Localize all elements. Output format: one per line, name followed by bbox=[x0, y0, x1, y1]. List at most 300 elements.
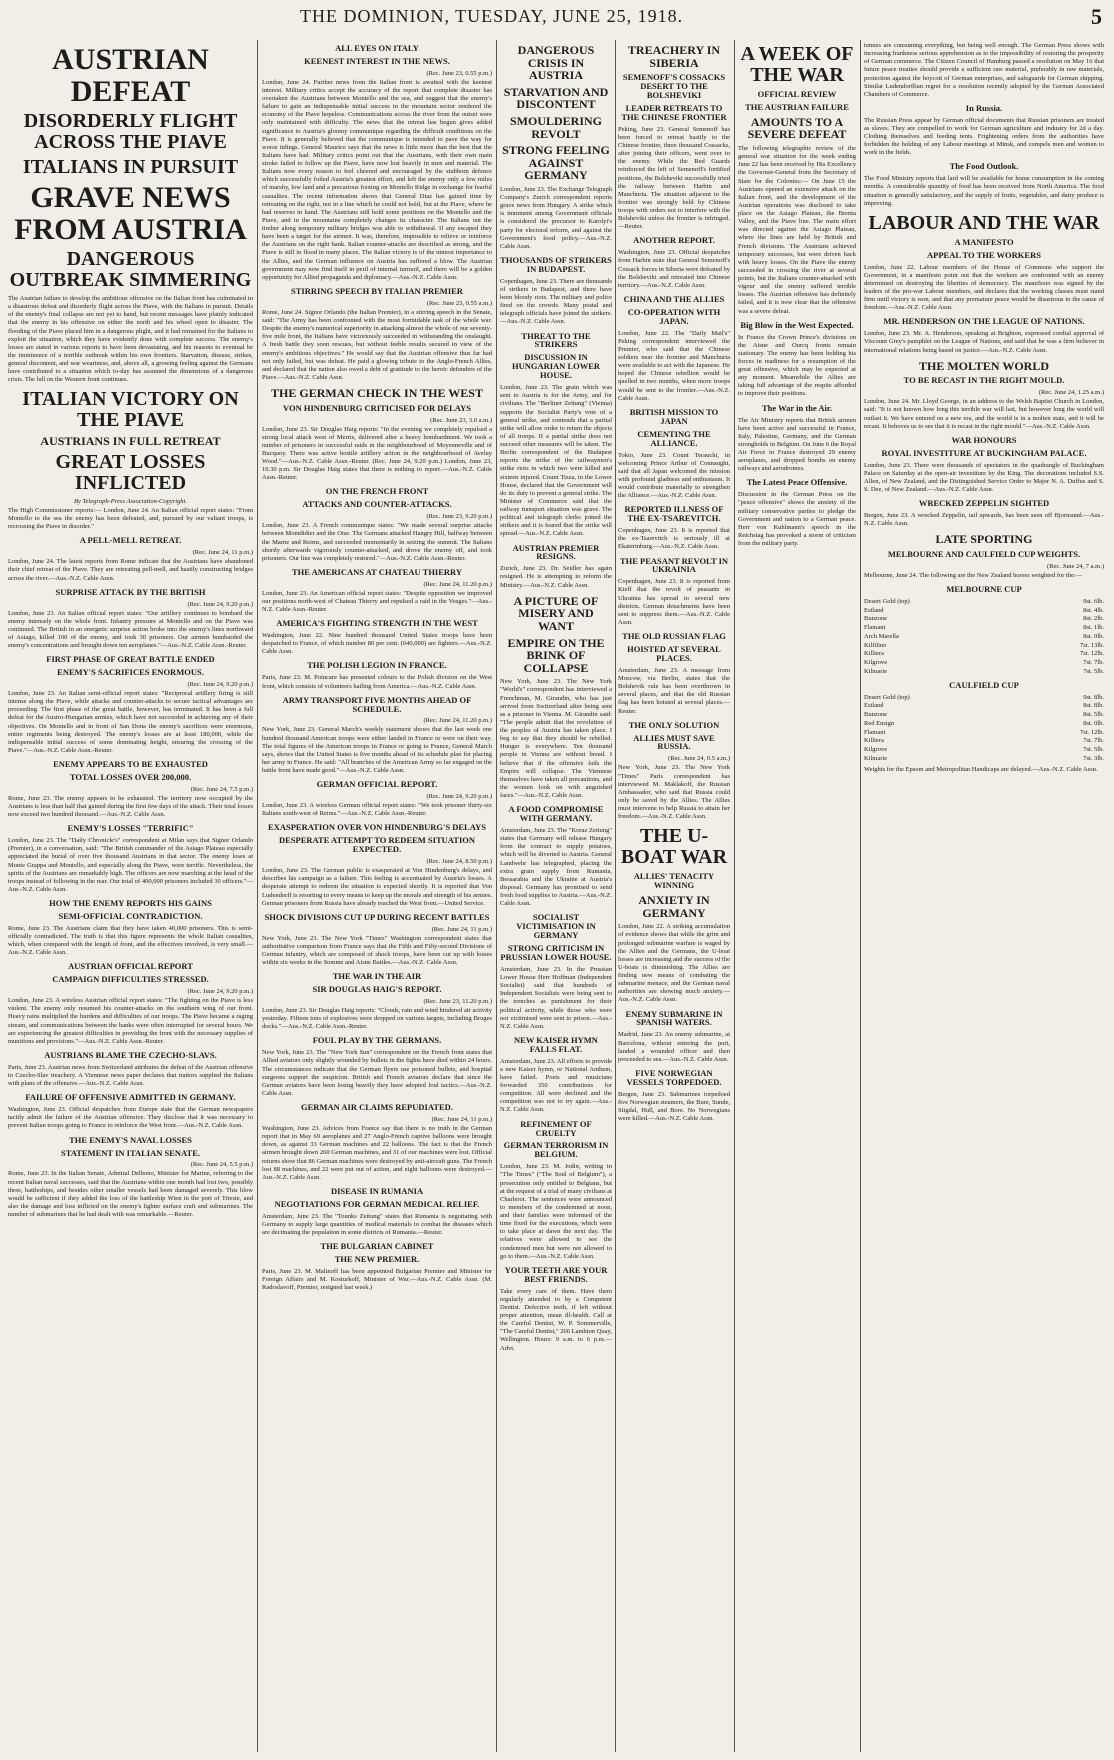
article-body: London, June 23. An Italian semi-official report states: "Reciprocal artillery firing is still intense along the Piave, while attacks and counter-attacks to secure tactical advantages are proceeding. The first phase of the great battle, however, has terminated. It has been a full defeat for the Austro-Hungarian armies, which have not succeeded in achieving any of their objectives. On Montello and in front of San Dona the enemy's sacrifices were enormous, entire regiments being destroyed. The enemy's losses are at least 180,000, while the indispensable initial success of some dominating height, ensuring the crossing of the Piave."—Aus.-N.Z. Cable Assn.-Reuter. bbox=[8, 690, 253, 754]
article-body: New York, June 23. The New York "World's" correspondent has interviewed a Frenchman, M. Girandin, who has just arrived from Switzerland after being sent as a prisoner in Vienna. M. Girandin said: "The people admit that the revolution of the peoples of Austria has taken place. I beg to say that they should be rebelled. Hunger is everywhere. Ten thousand people in Vienna are without bread. I believe that if the offensive fails the Empire will collapse. The Viennese themselves have taken all precautions, and the women look on with anguished faces."—Aus.-N.Z. Cable Assn. bbox=[500, 678, 612, 800]
article bbox=[864, 162, 1104, 207]
article bbox=[262, 780, 492, 818]
headline: DISCUSSION IN HUNGARIAN LOWER HOUSE. bbox=[511, 352, 601, 381]
article bbox=[738, 321, 856, 399]
article-body: Paris, June 23. M. Poincare has presented colours to the Polish division on the West front, which consists of volunteers hailing from America.—Aus.-N.Z. Cable Assn. bbox=[262, 674, 492, 690]
article bbox=[500, 86, 612, 111]
headline: TO BE RECAST IN THE RIGHT MOULD. bbox=[903, 375, 1065, 386]
article bbox=[8, 975, 253, 1046]
headline: SMOULDERING REVOLT bbox=[509, 113, 602, 141]
headline: THE POLISH LEGION IN FRANCE. bbox=[307, 660, 447, 671]
article bbox=[618, 632, 730, 641]
article-body: Take every care of them. Have them regularly attended to by a Competent Dentist. Defective teeth, if left without proper attention, mean ill-health. Call at the Careful Dentist, W. P. Sommerville, "The Careful Dentist," 266 Lambton Quay, Wellington. Hours: 9 a.m. to 6 p.m.—Advt. bbox=[500, 1287, 612, 1352]
article-body: The Air Ministry reports that British airmen have been active and successful in France, Italy, Palestine, Germany, and the German strongholds in Belgium. On June 6 the Royal Air Force in France destroyed 29 enemy aeroplanes, and dropped bombs on enemy railways and aerodromes. bbox=[738, 416, 856, 473]
article bbox=[8, 824, 253, 894]
headline: HOISTED AT SEVERAL PLACES. bbox=[627, 644, 721, 663]
article-body: The following telegraphic review of the general war situation for the week ending June 22 has been received by His Excellency the Governor-General from the Secretary of State for the Colonies:— On June 15 the Austrians opened an extensive attack on the Italian front, and the development of the Austrian operations was disclosed to take place on the Asiago Plateau, the Brenta Valley, and the Piave line. The main effort was directed against the Asiago Plateau, where the lines are held by British and French divisions. The Austrians achieved temporary successes, but were driven back with heavy losses. On the Piave the enemy succeeded in crossing the river at several points, but the Italians counter-attacked with vigour and the enemy suffered terrible losses. The Austrian offensive has definitely failed, and it is now clear that the offensive was a severe defeat. bbox=[738, 145, 856, 315]
headline: DANGEROUS OUTBREAK SIMMERING bbox=[9, 248, 252, 291]
dateline: (Rec. June 24, 0.5 a.m.) bbox=[668, 755, 730, 763]
horse-name: Arch Marella bbox=[864, 632, 899, 640]
article-body: Weights for the Epsom and Metropolitan Handicaps are delayed.—Aus.-N.Z. Cable Assn. bbox=[864, 765, 1098, 773]
headline: FOUL PLAY BY THE GERMANS. bbox=[312, 1035, 442, 1046]
column-6 bbox=[864, 40, 1104, 1752]
article bbox=[500, 353, 612, 538]
horse-weight: 8st. 0lb. bbox=[1083, 632, 1104, 640]
article-body: Bergen, June 23. Submarines torpedoed five Norwegian steamers, the Bure, Sunde, Stigdal, Hull, and Bore. No Norwegians were killed.—Aus.-N.Z. Cable Assn. bbox=[618, 1090, 730, 1123]
horse-name: Flamant bbox=[864, 728, 886, 736]
headline: AUSTRIAN DEFEAT bbox=[52, 43, 209, 108]
article-body: In France the Crown Prince's divisions on the Aisne and Ourcq fronts remain stationary. The enemy has been holding his forces in readiness for a resumption of the great offensive, which may be expected at any moment. Meanwhile the Allies are taking full advantage of the respite afforded to improve their positions. bbox=[738, 333, 856, 398]
article bbox=[500, 332, 612, 350]
article bbox=[8, 1051, 253, 1088]
article bbox=[618, 645, 730, 716]
table-row bbox=[864, 633, 1104, 642]
article bbox=[262, 1242, 492, 1251]
article bbox=[618, 505, 730, 551]
headline: NEW KAISER HYMN FALLS FLAT. bbox=[514, 1034, 598, 1054]
article bbox=[500, 44, 612, 82]
headline: The War in the Air. bbox=[762, 402, 832, 413]
headline: ENEMY SUBMARINE IN SPANISH WATERS. bbox=[625, 1008, 723, 1028]
dateline: (Rec. June 23, 0.55 a.m.) bbox=[426, 299, 492, 307]
horse-weight: 7st. 3lb. bbox=[1083, 755, 1104, 762]
headline: Big Blow in the West Expected. bbox=[740, 319, 854, 330]
headline: ALLIES MUST SAVE RUSSIA. bbox=[633, 732, 715, 752]
article bbox=[864, 499, 1104, 528]
article-body: Paris, June 23. Austrian news from Switzerland attributes the defeat of the Austrian offensive to Czecho-Slav treachery. A Viennese news paper declares that traitors supplied the Italians with plans of the offensive.—Aus.-N.Z. Cable Assn. bbox=[8, 1063, 253, 1088]
article bbox=[864, 238, 1104, 247]
horse-weight: 7st. 5lb. bbox=[1083, 667, 1104, 675]
article-body: London, June 23. The Exchange Telegraph Company's Zurich correspondent reports grave news from Hungary. A strike which is imminent among Government officials is considered the precursor to Karolyi's party for electoral reform, and against the Government's food policy.—Aus.-N.Z. Cable Assn. bbox=[500, 185, 612, 250]
headline: LEADER RETREATS TO THE CHINESE FRONTIER bbox=[621, 102, 727, 122]
article-body: tonnes are consuming everything, but being well enough. The German Press shows with increasing frankness serious apprehension as to the impossibility of restoring the prosperity of German commerce. The Citizen Council of Hamburg passed a resolution on May 16 that future peace treaties should provide a sufficient raw material, preferably in raw materials, protection against the boycott of German enterprises, and safeguards for German shipping. Similar Ludendorffian regret for a resolution recently adopted by the German Associated Chambers of Commerce. bbox=[864, 42, 1104, 98]
headline: DESPERATE ATTEMPT TO REDEEM SITUATION EXPECTED. bbox=[278, 835, 476, 855]
headline: THE PEASANT REVOLT IN UKRAINIA bbox=[619, 555, 729, 575]
headline: The Latest Peace Offensive. bbox=[746, 477, 848, 488]
table-row bbox=[864, 598, 1104, 607]
article-body: New York, June 23. The "New York Sun" correspondent on the French front states that Allied aviators only slightly wounded by bullets in the fights have died within 24 hours. The circumstances indicate that the German flyers use poisoned bullets, and hospital surgeons support the suspicion. British and French aviators declare that since the German aviators have been losing heavily they have adopted foul tactics.—Aus.-N.Z. Cable Assn. bbox=[262, 1049, 492, 1097]
headline: ALL EYES ON ITALY bbox=[335, 43, 419, 53]
article bbox=[8, 389, 253, 431]
horse-name: Bunzone bbox=[864, 711, 888, 719]
article bbox=[500, 595, 612, 633]
article bbox=[8, 1093, 253, 1130]
article bbox=[500, 805, 612, 908]
article bbox=[8, 435, 253, 448]
dateline: (Rec. June 24, 5.5 p.m.) bbox=[190, 1161, 253, 1169]
headline: THREAT TO THE STRIKERS bbox=[521, 330, 591, 350]
horse-weight: 8st. 0lb. bbox=[1083, 719, 1104, 727]
horse-name: Kilmarie bbox=[864, 755, 888, 762]
article-body: London, June 23. The grain which was sent to Austria is for the Army, and for civilians. The "Berliner Zeitung" (Vienna) supports the Socialist Party's vote of a general strike, and contends that a partial strike will allow order to return the objects of all troops. If a partial strike does not succeed other measures will be taken. The Berlin correspondent of the Budapest reports the strike of the railwaymen's strike riots in which two were killed and sixteen injured. Count Tisza, in the Lower House, declared that the Government will do its duty to prevent a general strike. The Minister of Commerce said that the railway transport situation was grave. The political and telegraph clerks joined the strikers and it is feared that the strike will spread.—Aus.-N.Z. Cable Assn. bbox=[500, 384, 612, 538]
article-body: London, June 23. The German public is exasperated at Von Hindenburg's delays, and describes his campaign as a failure. This feeling is accentuated by Austria's losses. A desperate attempt to redeem the situation is expected shortly. It is reported that Von Ludendorff is resorting to every means to keep up the morale and strength of his armies. German prisoners from Russia have already reached the West front.—United Service. bbox=[262, 867, 492, 907]
headline: LABOUR AND THE WAR bbox=[868, 211, 1100, 234]
horse-weight: 8st. 1lb. bbox=[1083, 624, 1104, 632]
headline: WRECKED ZEPPELIN SIGHTED bbox=[918, 498, 1050, 509]
horse-weight: 7st. 7lb. bbox=[1083, 659, 1104, 667]
headline: THE WAR IN THE AIR bbox=[332, 971, 422, 982]
horse-weight: 8st. 2lb. bbox=[1083, 615, 1104, 623]
headline: SEMENOFF'S COSSACKS DESERT TO THE BOLSHEVIKI bbox=[622, 72, 726, 101]
page-number: 5 bbox=[1091, 4, 1102, 29]
headline: THE MOLTEN WORLD bbox=[918, 358, 1050, 373]
headline: ENEMY'S SACRIFICES ENORMOUS. bbox=[57, 667, 204, 678]
table-row bbox=[864, 755, 1104, 764]
credit-line: By Telegraph-Press Association-Copyright. bbox=[74, 497, 187, 505]
article bbox=[618, 894, 730, 1004]
table-row bbox=[864, 694, 1104, 703]
headline: KEENEST INTEREST IN THE NEWS. bbox=[304, 55, 450, 66]
headline: ALLIES' TENACITY WINNING bbox=[633, 871, 715, 891]
table-row bbox=[864, 659, 1104, 668]
horse-name: Kilgrove bbox=[864, 659, 888, 667]
horse-name: Kilgrove bbox=[864, 746, 888, 754]
weights-table bbox=[864, 598, 1104, 677]
masthead bbox=[0, 0, 1114, 40]
article bbox=[262, 972, 492, 981]
article-body: Washington, June 23. Official despatches from Harbin state that General Semenoff's Cossack forces in Siberia were defeated by the Bolsheviki and retreated into Chinese territory.—Aus.-N.Z. Cable Assn. bbox=[618, 249, 730, 289]
headline: TOTAL LOSSES OVER 200,000. bbox=[69, 771, 192, 782]
article bbox=[262, 387, 492, 400]
table-row bbox=[864, 737, 1104, 746]
headline: ANXIETY IN GERMANY bbox=[638, 893, 710, 920]
article bbox=[500, 256, 612, 327]
article-body: Peking, June 23. General Semenoff has been forced to retreat hastily to the Chinese frontier, three thousand Cossacks, after joining their officers, went over to the enemy. While the Red Guards reinforced the left of Semenoff's fortified positions, the Bolsheviki successfully tried the railway between Harbin and Manchuria. The situation adjacent to the frontier was strongly held by Chinese troops with orders not to interfere with the Bolsheviki unless the frontier is infringed.—Reuter. bbox=[618, 125, 730, 231]
headline: DISEASE IN RUMANIA bbox=[330, 1185, 424, 1196]
article bbox=[618, 1010, 730, 1064]
headline: ROYAL INVESTITURE AT BUCKINGHAM PALACE. bbox=[881, 447, 1087, 458]
article bbox=[262, 913, 492, 967]
article bbox=[262, 500, 492, 563]
weights-table bbox=[864, 694, 1104, 764]
headline: ON THE FRENCH FRONT bbox=[325, 486, 429, 497]
headline: STIRRING SPEECH BY ITALIAN PREMIER bbox=[291, 285, 463, 296]
column-3 bbox=[500, 40, 612, 1752]
article-body: The Food Ministry reports that lard will be available for home consumption in the coming months. A considerable quantity of food has been received from North America. The food situation is generally satisfactory, and the supply of fruits, vegetables, and dairy produce is improving. bbox=[864, 175, 1104, 207]
dateline: (Rec. June 24, 9.20 p.m.) bbox=[187, 988, 253, 996]
article-body: Bergen, June 23. A wrecked Zeppelin, tail upwards, has been seen off Bjornsund.—Aus.-N.Z. Cable Assn. bbox=[864, 512, 1104, 528]
headline: THE ONLY SOLUTION bbox=[628, 719, 720, 730]
headline: THE NEW PREMIER. bbox=[334, 1254, 420, 1265]
article bbox=[8, 111, 253, 153]
table-row bbox=[864, 746, 1104, 755]
article bbox=[618, 104, 730, 231]
headline: CAMPAIGN DIFFICULTIES STRESSED. bbox=[52, 974, 209, 985]
dateline: (Rec. June 24, 9.20 p.m.) bbox=[187, 681, 253, 689]
headline: OFFICIAL REVIEW bbox=[757, 89, 837, 99]
headline: CEMENTING THE ALLIANCE. bbox=[637, 428, 711, 448]
headline: MELBOURNE AND CAULFIELD CUP WEIGHTS. bbox=[887, 548, 1081, 559]
article bbox=[262, 836, 492, 907]
article-body: London, June 22. The "Daily Mail's" Peking correspondent interviewed the Premier, who said that the Chinese soldiers near the frontier and Manchuria were available to act with the Japanese. He hoped the Chinese rebellion would be quelled in two months, when more troops would be sent to the frontier.—Aus.-N.Z. Cable Assn. bbox=[618, 329, 730, 402]
article bbox=[738, 404, 856, 474]
headline: HOW THE ENEMY REPORTS HIS GAINS bbox=[49, 898, 212, 909]
dateline: (Rec. June 24, 11 p.m.) bbox=[431, 1116, 492, 1124]
headline: FIVE NORWEGIAN VESSELS TORPEDOED. bbox=[626, 1067, 722, 1087]
table-row bbox=[864, 729, 1104, 738]
article-body: Copenhagen, June 23. There are thousands of strikers in Budapest, and there have been bloody riots. The military and police fired on the crowds. Many postal and telegraph officials have joined the strikers.—Aus.-N.Z. Cable Assn. bbox=[500, 277, 612, 326]
article bbox=[262, 568, 492, 614]
article-body: Discussion in the German Press on the "peace offensive" shows the anxiety of the military conservative parties to pledge the Government and nation to a German peace. Herr von Kuhlmann's speech in the Reichstag has provoked a storm of criticism from the military party. bbox=[738, 491, 856, 548]
horse-weight: 8st. 5lb. bbox=[1083, 711, 1104, 719]
dateline: (Rec. June 24, 8.50 p.m.) bbox=[426, 858, 492, 866]
article bbox=[864, 213, 1104, 234]
dateline: (Rec. June 24, 9.20 p.m.) bbox=[187, 600, 253, 608]
article bbox=[738, 478, 856, 548]
article-body: London, June 24. Mr. Lloyd George, in an address to the Welsh Baptist Church in London, said: "It is not known how long this terrible war will last, but however long the world will outlast it. We have entered on a new era, and the world is in a molten state, and it will be recast. It behoves us to see that it is recast in the right mould."—Aus.-N.Z. Cable Assn. bbox=[864, 398, 1104, 430]
horse-name: Estland bbox=[864, 702, 884, 710]
table-row bbox=[864, 668, 1104, 677]
headline: SHOCK DIVISIONS CUT UP DURING RECENT BATTLES bbox=[264, 911, 490, 922]
article-body: London, June 23. The "Daily Chronicle's" correspondent at Milan says that Signor Orlando (Premier), in a conversation, said: "The British commander of the Asiago Plateau especially appreciated the burial of over five thousand Austrians in that sector. The enemy loses at Monte Grappa and Montello, and especially along the Piave, were terrific. Nevertheless, the spirits of the Austrians are remarkably high. The officers are now marching at the head of the troops instead of following in the rear. Our total of 400,000 prisoners included 30 officers."—Aus.-N.Z. Cable Assn. bbox=[8, 837, 253, 893]
dateline: (Rec. June 24, 11.20 p.m.) bbox=[423, 580, 492, 588]
article bbox=[618, 44, 730, 69]
article bbox=[8, 157, 253, 178]
headline: A PICTURE OF MISERY AND WANT bbox=[513, 593, 599, 633]
horse-weight: 7st. 12lb. bbox=[1079, 728, 1104, 736]
article bbox=[500, 544, 612, 590]
headline: THE GERMAN CHECK IN THE WEST bbox=[271, 386, 483, 401]
article bbox=[8, 668, 253, 755]
article bbox=[864, 585, 1104, 677]
headline: DANGEROUS CRISIS IN AUSTRIA bbox=[517, 43, 595, 83]
article bbox=[8, 1149, 253, 1220]
article bbox=[262, 1187, 492, 1196]
article bbox=[262, 1036, 492, 1098]
headline: SOCIALIST VICTIMISATION IN GERMANY bbox=[516, 912, 596, 941]
article bbox=[8, 773, 253, 819]
dateline: (Rec. June 24, 1.25 a.m.) bbox=[1038, 389, 1104, 397]
headline: SIR DOUGLAS HAIG'S REPORT. bbox=[312, 984, 442, 995]
article bbox=[262, 287, 492, 382]
headline: ITALIAN VICTORY ON THE PIAVE bbox=[22, 388, 239, 432]
article bbox=[500, 913, 612, 940]
article-body: Madrid, June 23. An enemy submarine, at Barcelona, without entering the port, landed a wounded officer and then proceeded to sea.—Aus.-N.Z. Cable Assn. bbox=[618, 1031, 730, 1063]
article-body: London, June 23. Mr. A. Henderson, speaking at Brighton, expressed cordial approval of Viscount Grey's pamphlet on the League of Nations, and said that he was a firm believer in international relations being based on justice.—Aus.-N.Z. Cable Assn. bbox=[864, 330, 1104, 354]
horse-name: Kilmarie bbox=[864, 667, 888, 675]
table-row bbox=[864, 607, 1104, 616]
table-row bbox=[864, 642, 1104, 651]
article bbox=[618, 734, 730, 822]
date-line: THE DOMINION, TUESDAY, JUNE 25, 1918. bbox=[300, 6, 684, 26]
headline: LATE SPORTING bbox=[935, 532, 1033, 547]
article bbox=[618, 295, 730, 304]
column-1 bbox=[8, 40, 253, 1752]
article-body: London, June 23. A wireless German official report states: "We took prisoner thirty-six Italians south-west of Reims."—Aus.-N.Z. Cable Assn.-Reuter. bbox=[262, 802, 492, 818]
article bbox=[500, 944, 612, 1031]
horse-name: Flamant bbox=[864, 624, 886, 632]
horse-name: Bunzone bbox=[864, 615, 888, 623]
headline: FIRST PHASE OF GREAT BATTLE ENDED bbox=[46, 654, 215, 665]
article bbox=[738, 44, 856, 86]
article-body: London, June 23. An American official report states: "Despite opposition we improved our positions north-west of Chateau Thierry and repulsed a raid in the Vosges."—Aus.-N.Z. Cable Assn.-Reuter. bbox=[262, 589, 492, 614]
horse-name: Killiera bbox=[864, 650, 884, 658]
dateline: (Rec. June 24, 7 a.m.) bbox=[1046, 562, 1104, 570]
headline: ENEMY APPEARS TO BE EXHAUSTED bbox=[53, 759, 208, 770]
dateline: (Rec. June 24, 11.20 p.m.) bbox=[423, 717, 492, 725]
article bbox=[864, 42, 1104, 99]
dateline: (Rec. June 24, 7.5 p.m.) bbox=[190, 785, 253, 793]
article bbox=[738, 116, 856, 316]
headline: THE ENEMY'S NAVAL LOSSES bbox=[69, 1134, 192, 1145]
article bbox=[8, 1136, 253, 1145]
article-body: Rome, June 23. The enemy appears to be exhausted. The territory now occupied by the Austrians is less than half that gained during the first few days of the attack. Their total losses now exceed two hundred thousand.—Aus.-N.Z. Cable Assn. bbox=[8, 794, 253, 819]
horse-weight: 7st. 13lb. bbox=[1079, 641, 1104, 649]
article bbox=[618, 1069, 730, 1123]
article bbox=[8, 452, 253, 531]
horse-name: Desert Gold (top) bbox=[864, 597, 910, 605]
article-body: Amsterdam, June 23. In the Prussian Lower House Herr Hoffman (Independent Socialist) said that hundreds of Independent Socialists were being sent to the trenches as punishment for their political activity, while those who were not victimised were sent to prison.—Aus.-N.Z. Cable Assn. bbox=[500, 965, 612, 1030]
article bbox=[500, 1141, 612, 1260]
dateline: (Rec. June 24, 11 p.m.) bbox=[192, 549, 253, 557]
article bbox=[738, 90, 856, 99]
column-5 bbox=[738, 40, 856, 1752]
article-body: London, June 22. Labour members of the House of Commons who support the Government, in a manifesto point out that the workers are confronted with an enemy determined on destroying the liberties of democracy. The manifesto was signed by the leaders of the pro-war Labour members, and declares that the working classes must stand firm until victory is won, and that any premature peace would be disastrous to the cause of freedom.—Aus.-N.Z. Cable Assn. bbox=[864, 263, 1104, 312]
article bbox=[618, 430, 730, 501]
headline: STRONG CRITICISM IN PRUSSIAN LOWER HOUSE. bbox=[500, 943, 612, 962]
headline: APPEAL TO THE WORKERS bbox=[927, 249, 1041, 260]
article-body: London, June 24. The latest reports from Rome indicate that the Austrians have abandoned their chief retreat of the Piave. They are retreating pell-mell, and hastily constructing bridges across the river.—Aus.-N.Z. Cable Assn. bbox=[8, 558, 253, 582]
article-body: Amsterdam, June 23. A message from Moscow, via Berlin, states that the Bolshevik rule has been overthrown in several places, and that the old Russian flag has been hoisted at several places.—Reuter. bbox=[618, 666, 730, 715]
article-body: Rome, June 23. In the Italian Senate, Admiral Delbono, Minister for Marine, referring to the recent Italian naval successes, said that the Austrians within one month had lost two, possibly three, battleships, and besides other smaller vessels had been damaged severely. This blow would be sufficient if they added the loss of the battleship Wien in the port of Trieste, and also the damage and loss inflicted on the enemy's lighter surface craft and submarines. The number of submarines that he had dealt with was remarkable.—Reuter. bbox=[8, 1170, 253, 1219]
article bbox=[262, 57, 492, 282]
article-body: London, June 23. Sir Douglas Haig reports: "In the evening we completely repulsed a strong local attack west of Merris, delivered after a heavy bombardment. We took a number of prisoners in successful raids in the neighbourhood of Moyenneville and of Bucquoy. There was active hostile artillery action in the neighbourhood of Aveluy Wood."—Aus.-N.Z. Cable Assn.-Reuter. (Rec. June 24, 9.20 p.m.) London, June 23, 10.30 p.m. Sir Douglas Haig states that there is nothing to report.—Aus.-N.Z. Cable Assn.-Reuter. bbox=[262, 425, 492, 482]
article bbox=[618, 826, 730, 868]
article bbox=[500, 115, 612, 140]
headline: STATEMENT IN ITALIAN SENATE. bbox=[60, 1147, 201, 1158]
article-body: London, June 23. M. Jodin, writing in "The Times" ("The Soul of Belgium"), a prosecution only entitled to Belgians, but at the request of a trial of many civilians at Charleroi. The sentences were announced to members of the condemned at noon, and their families were informed of the time fixed for the executions, which were to take place at dawn the next day. The relatives were allowed to see the condemned men but were not allowed to go to them.—Aus.-N.Z. Cable Assn. bbox=[500, 1163, 612, 1260]
article bbox=[8, 182, 253, 245]
headline: THE AMERICANS AT CHATEAU THIERRY bbox=[291, 566, 463, 577]
article-body: London, June 23. A wireless Austrian official report states: "The fighting on the Piave is less violent. The enemy only resumed his counter-attacks on the southern wing of our front. Heavy rains multiplied the burdens and difficulties of our troops. The Piave became a raging stream, and communications between the banks were often interrupted for several hours. We are experiencing the greatest difficulties in providing the front with the necessary supplies of munitions and provisions."—Aus.-N.Z. Cable Assn.-Reuter. bbox=[8, 997, 253, 1045]
headline: GERMAN AIR CLAIMS REPUDIATED. bbox=[301, 1102, 453, 1113]
article-body: The High Commissioner reports:— London, June 24. An Italian official report states: "From Montello to the sea the enemy has been defeated, and, pursued by our valiant troops, is recrossing the Piave in disorder." bbox=[8, 506, 253, 531]
headline: REPORTED ILLNESS OF THE EX-TSAREVITCH. bbox=[624, 504, 724, 524]
headline: A FOOD COMPROMISE WITH GERMANY. bbox=[508, 804, 604, 824]
article-body: New York, June 23. The New York "Times" Washington correspondent states that authoritative comparison from France says that the Fifth and Fifty-second Divisions of German infantry, which are composed of shock troops, have been cut up with losses within six weeks in the Somme and Aisne Battles.—Aus.-N.Z. Cable Assn. bbox=[262, 934, 492, 967]
article bbox=[262, 1103, 492, 1182]
headline: MR. HENDERSON ON THE LEAGUE OF NATIONS. bbox=[883, 316, 1085, 327]
headline: EMPIRE ON THE BRINK OF COLLAPSE bbox=[507, 635, 605, 675]
headline: MELBOURNE CUP bbox=[946, 583, 1022, 594]
headline: CHINA AND THE ALLIES bbox=[623, 293, 725, 304]
article bbox=[8, 588, 253, 651]
headline: VON HINDENBURG CRITICISED FOR DELAYS bbox=[283, 402, 471, 413]
headline: ARMY TRANSPORT FIVE MONTHS AHEAD OF SCHEDULE. bbox=[282, 694, 472, 714]
article-body: Melbourne, June 24. The following are the New Zealand horses weighted for the:— bbox=[864, 571, 1083, 579]
article bbox=[500, 637, 612, 801]
headline: AUSTRIANS IN FULL RETREAT bbox=[40, 434, 221, 449]
article bbox=[500, 1266, 612, 1353]
dateline: (Rec. June 23, 11.20 p.m.) bbox=[423, 998, 492, 1006]
headline: GERMAN OFFICIAL REPORT. bbox=[316, 779, 438, 790]
headline: EXASPERATION OVER VON HINDENBURG'S DELAYS bbox=[268, 822, 486, 833]
horse-name: Killiera bbox=[864, 737, 884, 745]
article-body: The Russian Press appear by German official documents that Russian prisoners are treated as slaves. They are compelled to work for German agriculture and industry for 2d a day. Clothing themselves and feeding tents. Frightening orders from the authorities have forbidden the holding of any Labour meetings at Minsk, and compels men and women to work in the fields. bbox=[864, 116, 1104, 157]
headline: ANOTHER REPORT. bbox=[633, 235, 715, 246]
article-body: Copenhagen, June 23. It is reported that the ex-Tsarevitch is seriously ill at Ekaterinburg.—Aus.-N.Z. Cable Assn. bbox=[618, 527, 730, 551]
headline: TREACHERY IN SIBERIA bbox=[627, 43, 721, 70]
article-body: Washington, June 23. Advices from France say that there is no truth in the German report that in May 69 aeroplanes and 27 Anglo-French captive balloons were brought down, as against 33 German machines and 22 balloons. The fact is that the French airmen brought down 260 German machines, and 31 of our machines were lost. Official returns show that 86 German machines were destroyed by anti-aircraft guns. The French lost 88 machines, and 22 were put out of action, and eight balloons were destroyed.—Aus.-N.Z. Cable Assn. bbox=[262, 1125, 492, 1181]
article bbox=[8, 760, 253, 769]
article bbox=[262, 404, 492, 483]
article bbox=[864, 550, 1104, 580]
column-4 bbox=[618, 40, 730, 1752]
article-body: London, June 23. Sir Douglas Haig reports: "Clouds, rain and wind hindered air activity yesterday. Fifteen tons of explosives were dropped on various targets, including Bruges docks."—Aus.-N.Z. Cable Assn.-Reuter. bbox=[262, 1007, 492, 1031]
headline: THOUSANDS OF STRIKERS IN BUDAPEST. bbox=[500, 254, 612, 274]
article bbox=[500, 1036, 612, 1115]
headline: NEGOTIATIONS FOR GERMAN MEDICAL RELIEF. bbox=[274, 1198, 480, 1209]
article-body: Paris, June 23. M. Malinoff has been appointed Bulgarian Premier and Minister for Foreign Affairs and M. Kosturkoff, Minister of War.—Aus.-N.Z. Cable Assn. (M. Radoslavoff, Premier, resigned last week.) bbox=[262, 1267, 492, 1292]
article bbox=[262, 619, 492, 656]
article bbox=[864, 449, 1104, 494]
article-body: Amsterdam, June 23. The "Kreuz Zeitung" states that Germany will release Hungary from the contract to supply potatoes, which will be diverted to Austria. General Landwehr has telegraphed, placing the extra grain supply from Rumania, Bessarabia and the Ukraine at Austria's disposal. Germany has promised to send fresh food supplies to Austria.—Aus.-N.Z. Cable Assn. bbox=[500, 827, 612, 908]
article-body: The Austrian failure to develop the ambitious offensive on the Italian front has culminated in a disastrous defeat and disorderly flight across the Piave, with the Italians in pursuit. Details of the enemy's final collapse are not yet to hand, but recent messages have plainly indicated that the enemy in his offensive on either the north and his wheel open to disaster. The flooding of the Piave placed him in a dangerous plight, and it had remained for the Italians to exploit the situation, which they have evidently done with complete success. The enemy's losses are stated in various reports to have been devastating, and his reasons to eventual be the imminence of a terrible outbreak within his own frontiers. Starvation, disease, strikes, general discontent, and war weariness, and, above all, a growing feeling against the Germans have contributed to a situation which to-day has assumed the dimensions of a dangerous crisis. The lull on the Western front continues. bbox=[8, 295, 253, 384]
article bbox=[618, 408, 730, 426]
horse-weight: 7st. 12lb. bbox=[1079, 650, 1104, 658]
headline: BRITISH MISSION TO JAPAN bbox=[629, 406, 719, 426]
table-row bbox=[864, 702, 1104, 711]
table-row bbox=[864, 624, 1104, 633]
headline: ITALIANS IN PURSUIT bbox=[22, 156, 239, 178]
article bbox=[8, 536, 253, 582]
table-row bbox=[864, 650, 1104, 659]
article bbox=[618, 872, 730, 890]
article bbox=[262, 696, 492, 776]
headline: REFINEMENT OF CRUELTY bbox=[520, 1118, 592, 1138]
table-row bbox=[864, 720, 1104, 729]
article bbox=[738, 103, 856, 112]
article bbox=[8, 912, 253, 957]
headline: AUSTRIAN OFFICIAL REPORT bbox=[68, 961, 193, 972]
article bbox=[618, 236, 730, 290]
article-body: Amsterdam, June 23. The "Tounks Zeitung" states that Rumania is negotiating with Germany to supply large quantities of medical materials to combat the diseases which are decimating the population in some districts of Rumania.—Reuter. bbox=[262, 1212, 492, 1236]
table-row bbox=[864, 711, 1104, 720]
article bbox=[864, 251, 1104, 313]
article bbox=[262, 487, 492, 496]
headline: GERMAN TERRORISM IN BELGIUM. bbox=[503, 1140, 609, 1160]
article-body: London, June 23. A French communique states: "We made several surprise attacks between Montdidier and the Oise. The Germans attacked Hangry Hill, halfway between the Marne and Reims, and succeeded momentarily in seizing the summit. The Italians shortly afterwards vigorously counter-attacked, and drove the enemy off, and took prisoners. Our line was completely restored."—Aus.-N.Z. Cable Assn.-Reuter. bbox=[262, 522, 492, 562]
headline: YOUR TEETH ARE YOUR BEST FRIENDS. bbox=[504, 1264, 608, 1284]
article bbox=[618, 73, 730, 100]
article-body: Amsterdam, June 23. All efforts to provide a new Kaiser hymn, or National Anthem, have failed. Poets and musicians forwarded 350 contributions for competition. All were declined and the competition was not to try again.—Aus.-N.Z. Cable Assn. bbox=[500, 1057, 612, 1114]
headline: A MANIFESTO bbox=[954, 236, 1014, 247]
article-body: Washington, June 23. Official despatches from Europe state that the German newspapers tacitly admit the failure of the Austrian offensive. They disclose that it was necessary to prevent Italian troops going to France to reinforce the West front.—Aus.-N.Z. Cable Assn. bbox=[8, 1106, 253, 1130]
article-body: Rome, June 23. The Austrians claim that they have taken 40,000 prisoners. This is semi-officially contradicted. The truth is that this figure represents the whole Italian casualties, which, when compared with the length of front, and the effectives involved, is very small.—Aus.-N.Z. Cable Assn. bbox=[8, 924, 253, 957]
headline: AMOUNTS TO A SEVERE DEFEAT bbox=[747, 114, 847, 142]
headline: A PELL-MELL RETREAT. bbox=[79, 535, 182, 546]
article bbox=[864, 317, 1104, 354]
horse-name: Estland bbox=[864, 606, 884, 614]
article bbox=[618, 721, 730, 730]
dateline: (Rec. June 24, 11 p.m.) bbox=[431, 925, 492, 933]
headline: GRAVE NEWS FROM AUSTRIA bbox=[14, 181, 247, 246]
headline: AUSTRIAN PREMIER RESIGNS. bbox=[512, 542, 600, 562]
headline: THE U-BOAT WAR bbox=[620, 825, 728, 869]
article-body: New York, June 23. General March's weekly statement shows that the last week one hundred thousand American troops were either landed in France or were on their way. The total figures of the American troops in France or going to France, General March says, shows that the United States is five months ahead of its schedule plan for placing her army in France. He said: "All branches of the American Army so far engaged on the battle front have made good."—Aus.-N.Z. Cable Assn. bbox=[262, 726, 492, 775]
column-2 bbox=[262, 40, 492, 1752]
article-body: London, June 24. Further news from the Italian front is awaited with the keenest interest. Military critics accept the accuracy of the report that complete disaster has overtaken the Austrians between Montello and the sea, and suggest that the enemy's failure to gain an indispensable initial success in the mountain sector rendered the economy of the Piave hopeless. Communications across the river from the outset were only maintained with difficulty. The news that the retreat has begun gives added significance to Austria's gloomy communique regarding the difficult conditions on the Piave. It is generally believed that the communique is intended to pave the way for worse tidings. General Maurice says that the news is little more than the best that the Italians have had. Military critics point out that the Austrians, with their own main stroke failed to follow up the Piave, have now lost heavily in men and material. The Italians now every reason to feel cheered and encouraged by the stubborn defence which successfully foiled Austria's greatest effort, and left the enemy only a few miles of marshy, low land and a precarious footing on Montello Ridge in exchange for fearful casualties. The recent information shows that General Diaz has gained time by retreating on the right, not in a line which he could not hold, but at the Piave, where he had reserves in hand. The Austrians still hold some positions on the Montello and the Piave, and in the mountains completely changes its character. The Italians out the timber along temporary military bridges was able to withdrawal. If any escaped they have been a target for the airmen. It was, therefore, impossible to relieve or reinforce the Austrians on the right bank. Italian counter-attacks are described as strong, and the Piave is still in flood in many places. The Italian victory is of the utmost importance to the Allies, and the German influence on Austria has suffered a blow. The Austrian government may now find itself in peril of internal turmoil, and there will be a golden opportunity for Allied propaganda and diplomacy.—Aus.-N.Z. Cable Assn. bbox=[262, 78, 492, 281]
table-row bbox=[864, 615, 1104, 624]
headline: A WEEK OF THE WAR bbox=[740, 43, 854, 86]
headline: CO-OPERATION WITH JAPAN. bbox=[627, 306, 721, 326]
article bbox=[618, 308, 730, 403]
headline: ENEMY'S LOSSES "TERRIFIC" bbox=[67, 823, 194, 834]
dateline: (Rec. June 24, 9.20 p.m.) bbox=[426, 793, 492, 801]
article bbox=[8, 249, 253, 384]
article bbox=[864, 360, 1104, 373]
headline: THE BULGARIAN CABINET bbox=[320, 1241, 434, 1252]
